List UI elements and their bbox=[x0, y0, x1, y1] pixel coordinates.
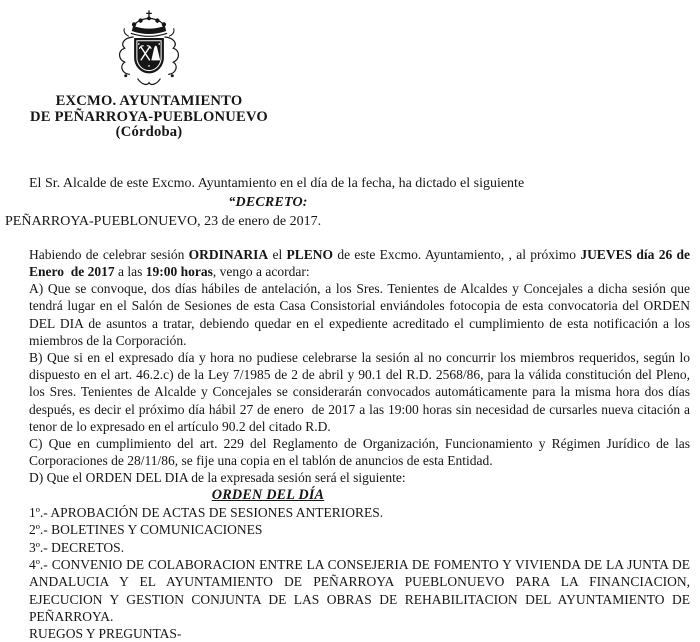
orden-item-1: 1º.- APROBACIÓN DE ACTAS DE SESIONES ANTERIORES. bbox=[29, 505, 384, 521]
letterhead bbox=[29, 10, 269, 141]
paragraph-convocatoria: Habiendo de celebrar sesión ORDINARIA el PLENO de este Excmo. Ayuntamiento, , al próximo JUEVES día 26 de Enero de 2017 a las 19:00 horas, vengo a acordar: bbox=[29, 246, 694, 279]
org-province: (Córdoba) bbox=[115, 124, 183, 141]
orden-title: ORDEN DEL DÍA bbox=[211, 486, 325, 503]
decree-body bbox=[29, 246, 694, 487]
orden-del-dia bbox=[29, 487, 690, 642]
paragraph-punto-b: B) Que si en el expresado día y hora no pudiese celebrarse la sesión al no concurrir los miembros requeridos, según lo dispuesto en el art. 46.2.c) de la Ley 7/1985 de 2 de abril y 90.1 del R.D. 2568/86, para la válida constitución del Pleno, los Sres. Tenientes de Alcalde y Concejales se considerarán convocados automáticamente para la misma hora dos días después, es decir el próximo día hábil 27 de enero de 2017 a las 19:00 horas sin necesidad de cursarles nueva citación a tenor de lo expresado en el artículo 90.2 del citado R.D. bbox=[29, 350, 694, 434]
place-date-line: PEÑARROYA-PUEBLONUEVO, 23 de enero de 2017. bbox=[5, 213, 322, 229]
orden-item-ruegos: RUEGOS Y PREGUNTAS- bbox=[29, 626, 182, 642]
decree-heading: “DECRETO: bbox=[228, 194, 308, 210]
org-name-line2: DE PEÑARROYA-PUEBLONUEVO bbox=[30, 108, 268, 125]
paragraph-punto-a: A) Que se convoque, dos días hábiles de antelación, a los Sres. Tenientes de Alcaldes y Concejales a dicha sesión que tendrá lugar en el Salón de Sesiones de esta Casa Consistorial enviándoles fotocopia de esta convocatoria del ORDEN DEL DIA de asuntos a tratar, debiendo quedar en el expediente acreditado el cumplimiento de esta notificación a los miembros de la Corporación. bbox=[29, 281, 694, 348]
orden-item-2: 2º.- BOLETINES Y COMUNICACIONES bbox=[29, 522, 263, 538]
org-name-line1: EXCMO. AYUNTAMIENTO bbox=[55, 93, 243, 109]
coat-of-arms-icon bbox=[107, 10, 191, 92]
orden-item-3: 3º.- DECRETOS. bbox=[29, 539, 125, 555]
paragraph-punto-d: D) Que el ORDEN DEL DIA de la expresada sesión será el siguiente: bbox=[29, 470, 406, 486]
orden-item-4: 4º.- CONVENIO DE COLABORACION ENTRE LA CONSEJERIA DE FOMENTO Y VIVIENDA DE LA JUNTA DE ANDALUCIA Y EL AYUNTAMIENTO DE PEÑARROYA PUEBLONUEVO PARA LA FINANCIACION, EJECUCION Y GESTION CONJUNTA DE LAS OBRAS DE REHABILITACION DEL AYUNTAMIENTO DE PEÑARROYA. bbox=[29, 556, 690, 624]
decree-intro bbox=[5, 174, 690, 231]
intro-line: El Sr. Alcalde de este Excmo. Ayuntamiento en el día de la fecha, ha dictado el siguiente bbox=[29, 175, 525, 191]
paragraph-punto-c: C) Que en cumplimiento del art. 229 del Reglamento de Organización, Funcionamiento y Régimen Jurídico de las Corporaciones de 28/11/86, se fije una copia en el tablón de anuncios de esta Entidad. bbox=[29, 436, 694, 469]
